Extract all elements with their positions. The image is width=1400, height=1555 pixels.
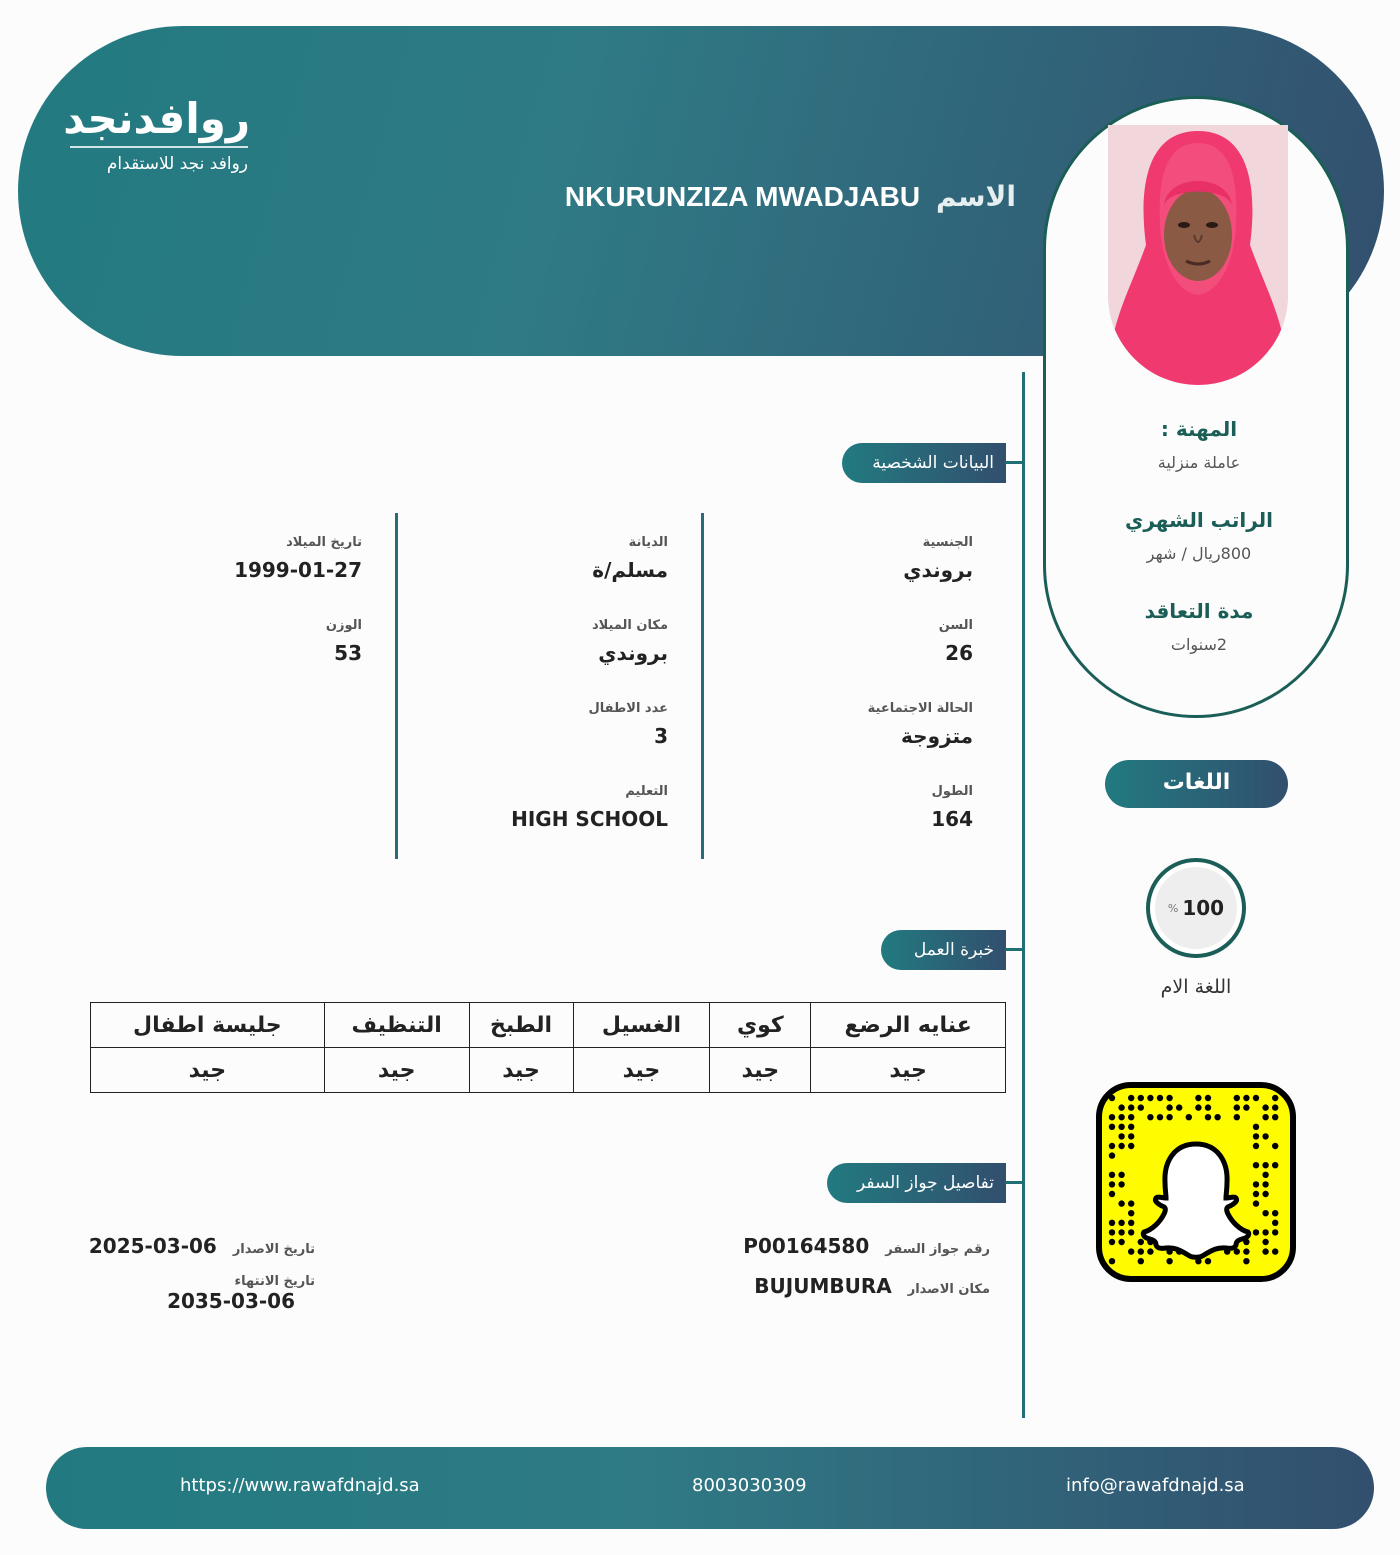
field-marital-status	[683, 701, 973, 784]
skill-rating: جيد	[573, 1048, 710, 1093]
expiry-date-value: 2035-03-06	[167, 1289, 295, 1313]
worker-photo	[1108, 125, 1288, 385]
field-label: مكان الميلاد	[591, 618, 668, 633]
salary-block	[1046, 508, 1352, 563]
column-divider	[701, 513, 704, 859]
skill-header: عنايه الرضع	[811, 1003, 1006, 1048]
passport-place-label: مكان الاصدار	[907, 1282, 990, 1297]
snapcode-icon	[1096, 1082, 1296, 1282]
logo-divider	[70, 146, 248, 148]
field-age	[683, 618, 973, 701]
field-value: مسلم/ة	[592, 558, 668, 582]
table-row	[91, 1048, 1006, 1093]
personal-col-2	[378, 535, 668, 867]
field-label: الديانة	[628, 535, 668, 550]
passport-number	[743, 1234, 990, 1258]
skill-header: كوي	[710, 1003, 811, 1048]
footer-email-link[interactable]: info@rawafdnajd.sa	[1066, 1475, 1245, 1496]
field-nationality	[683, 535, 973, 618]
skills-table	[90, 1002, 1006, 1093]
field-height	[683, 784, 973, 867]
worker-name: NKURUNZIZA MWADJABU	[564, 180, 921, 212]
language-percent-inner	[1155, 867, 1237, 949]
experience-tick	[1005, 948, 1023, 951]
experience-section-title: خبرة العمل	[881, 930, 1006, 970]
logo-mark: روافدنجد	[63, 94, 250, 143]
field-education	[378, 784, 668, 867]
passport-expiry-date	[115, 1274, 315, 1313]
name-row	[565, 180, 1016, 213]
skill-rating: جيد	[324, 1048, 469, 1093]
issue-date-value: 2025-03-06	[88, 1234, 217, 1258]
field-label: تاريخ الميلاد	[286, 535, 362, 550]
field-value: 3	[654, 724, 668, 748]
personal-col-3	[72, 535, 362, 701]
profession-label: المهنة :	[1160, 417, 1238, 441]
field-birthdate	[72, 535, 362, 618]
column-divider	[395, 513, 398, 859]
logo-subtitle: روافد نجد للاستقدام	[106, 154, 248, 174]
field-label: السن	[938, 618, 973, 633]
timeline-line	[1022, 372, 1025, 1418]
passport-tick	[1005, 1181, 1023, 1184]
salary-label: الراتب الشهري	[1125, 508, 1273, 532]
name-label: الاسم	[936, 180, 1016, 213]
footer-phone[interactable]: 8003030309	[692, 1475, 807, 1496]
field-label: الحالة الاجتماعية	[867, 701, 973, 716]
salary-value: 800ريال / شهر	[1146, 544, 1252, 563]
field-label: الوزن	[325, 618, 362, 633]
profile-card	[1043, 96, 1349, 718]
skill-rating: جيد	[469, 1048, 573, 1093]
personal-col-1	[683, 535, 973, 867]
field-value: بروندي	[903, 558, 973, 582]
issue-date-label: تاريخ الاصدار	[232, 1242, 315, 1257]
personal-tick	[1005, 461, 1023, 464]
percent-sign: %	[1167, 901, 1179, 915]
skill-rating: جيد	[811, 1048, 1006, 1093]
person-portrait-icon	[1108, 125, 1288, 385]
language-percent: 100	[1182, 896, 1225, 920]
profession-value: عاملة منزلية	[1157, 453, 1241, 472]
field-value: 53	[334, 641, 362, 665]
personal-section-title: البيانات الشخصية	[842, 443, 1006, 483]
contract-label: مدة التعاقد	[1144, 599, 1254, 623]
field-label: التعليم	[625, 784, 668, 799]
snapchat-qr[interactable]	[1096, 1082, 1296, 1282]
contract-value: 2سنوات	[1170, 635, 1228, 654]
field-religion	[378, 535, 668, 618]
field-label: عدد الاطفال	[588, 701, 668, 716]
field-weight	[72, 618, 362, 701]
passport-place	[754, 1274, 990, 1298]
field-label: الجنسية	[922, 535, 973, 550]
skill-header: الطبخ	[469, 1003, 573, 1048]
skill-header: جليسة اطفال	[91, 1003, 325, 1048]
skill-header: التنظيف	[324, 1003, 469, 1048]
language-name: اللغة الام	[1160, 976, 1232, 998]
field-value: 26	[945, 641, 973, 665]
passport-place-value: BUJUMBURA	[754, 1274, 892, 1298]
company-logo	[63, 94, 250, 174]
passport-issue-date	[89, 1234, 315, 1258]
expiry-date-label: تاريخ الانتهاء	[234, 1274, 315, 1289]
field-value: HIGH SCHOOL	[511, 807, 668, 831]
field-value: بروندي	[598, 641, 668, 665]
field-value: 1999-01-27	[234, 558, 362, 582]
language-percent-circle	[1146, 858, 1246, 958]
field-birthplace	[378, 618, 668, 701]
contract-block	[1046, 599, 1352, 654]
passport-section-title: تفاصيل جواز السفر	[827, 1163, 1006, 1203]
footer-website-link[interactable]: https://www.rawafdnajd.sa	[180, 1475, 420, 1496]
languages-title: اللغات	[1105, 760, 1288, 808]
table-header-row	[91, 1003, 1006, 1048]
passport-number-value: P00164580	[743, 1234, 870, 1258]
profession-block	[1046, 417, 1352, 472]
skill-header: الغسيل	[573, 1003, 710, 1048]
field-value: متزوجة	[901, 724, 973, 748]
skill-rating: جيد	[710, 1048, 811, 1093]
field-children	[378, 701, 668, 784]
passport-number-label: رقم جواز السفر	[885, 1242, 990, 1257]
skill-rating: جيد	[91, 1048, 325, 1093]
field-value: 164	[931, 807, 973, 831]
footer-bar	[46, 1447, 1374, 1529]
field-label: الطول	[931, 784, 973, 799]
